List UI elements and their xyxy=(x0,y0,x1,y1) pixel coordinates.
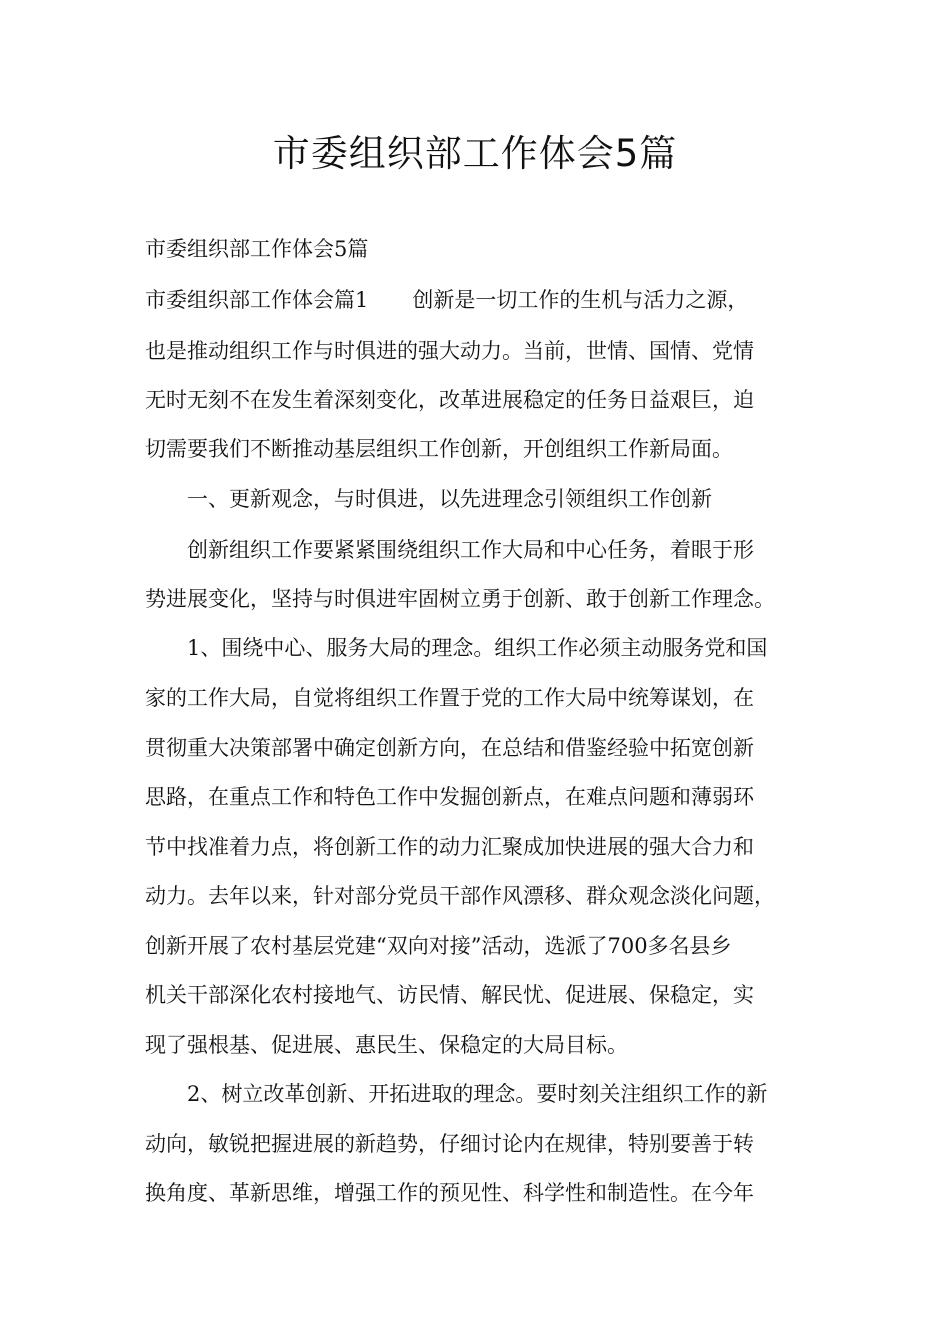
paragraph-line: 节中找准着力点，将创新工作的动力汇聚成加快进展的强大合力和 xyxy=(145,835,754,859)
section-heading: 市委组织部工作体会篇1 xyxy=(145,288,369,312)
paragraph-line: 动向，敏锐把握进展的新趋势，仔细讨论内在规律，特别要善于转 xyxy=(145,1132,754,1156)
paragraph-line: 思路，在重点工作和特色工作中发掘创新点，在难点问题和薄弱环 xyxy=(145,785,754,809)
paragraph-line: 换角度、革新思维，增强工作的预见性、科学性和制造性。在今年 xyxy=(145,1181,754,1205)
subtitle-line: 市委组织部工作体会5篇 xyxy=(145,237,369,261)
paragraph-line: 动力。去年以来，针对部分党员干部作风漂移、群众观念淡化问题， xyxy=(145,884,775,908)
subheading-line: 一、更新观念，与时俱进，以先进理念引领组织工作创新 xyxy=(187,487,712,511)
paragraph-line: 势进展变化，坚持与时俱进牢固树立勇于创新、敢于创新工作理念。 xyxy=(145,587,775,611)
paragraph-line: 也是推动组织工作与时俱进的强大动力。当前，世情、国情、党情 xyxy=(145,339,754,363)
paragraph-line: 无时无刻不在发生着深刻变化，改革进展稳定的任务日益艰巨，迫 xyxy=(145,388,754,412)
paragraph-line: 1、围绕中心、服务大局的理念。组织工作必须主动服务党和国 xyxy=(187,636,768,660)
paragraph-line: 机关干部深化农村接地气、访民情、解民忧、促进展、保稳定，实 xyxy=(145,983,754,1007)
document-title: 市委组织部工作体会5篇 xyxy=(272,132,678,175)
paragraph-text: 创新是一切工作的生机与活力之源， xyxy=(412,288,749,312)
paragraph-line: 现了强根基、促进展、惠民生、保稳定的大局目标。 xyxy=(145,1033,628,1057)
paragraph-line: 家的工作大局，自觉将组织工作置于党的工作大局中统筹谋划，在 xyxy=(145,686,754,710)
paragraph-line: 创新开展了农村基层党建“双向对接”活动，选派了700多名县乡 xyxy=(145,934,732,958)
paragraph-line: 2、树立改革创新、开拓进取的理念。要时刻关注组织工作的新 xyxy=(187,1082,768,1106)
paragraph-line: 切需要我们不断推动基层组织工作创新，开创组织工作新局面。 xyxy=(145,437,733,461)
paragraph-line: 创新组织工作要紧紧围绕组织工作大局和中心任务，着眼于形 xyxy=(187,538,754,562)
section-heading-line xyxy=(145,285,748,315)
paragraph-line: 贯彻重大决策部署中确定创新方向，在总结和借鉴经验中拓宽创新 xyxy=(145,736,754,760)
